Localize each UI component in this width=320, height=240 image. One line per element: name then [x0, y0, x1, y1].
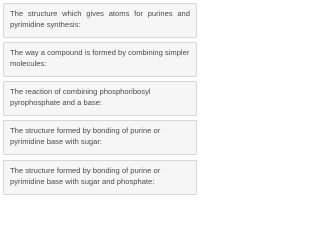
- drag-item-text: The structure formed by bonding of purine or pyrimidine base with sugar:: [10, 126, 161, 146]
- drag-item-card[interactable]: [3, 3, 197, 38]
- drag-item-text: The structure formed by bonding of purine or pyrimidine base with sugar and phosphate:: [10, 166, 161, 186]
- drag-item-text: The way a compound is formed by combining simpler molecules:: [10, 48, 190, 68]
- drag-item-card[interactable]: [3, 42, 197, 77]
- drag-item-card[interactable]: [3, 81, 197, 116]
- drag-item-card[interactable]: [3, 160, 197, 195]
- drag-item-text: The structure which gives atoms for purines and pyrimidine synthesis:: [10, 9, 190, 29]
- drag-item-text: The reaction of combining phosphoribosyl pyrophosphate and a base:: [10, 87, 151, 107]
- drag-item-card[interactable]: [3, 120, 197, 155]
